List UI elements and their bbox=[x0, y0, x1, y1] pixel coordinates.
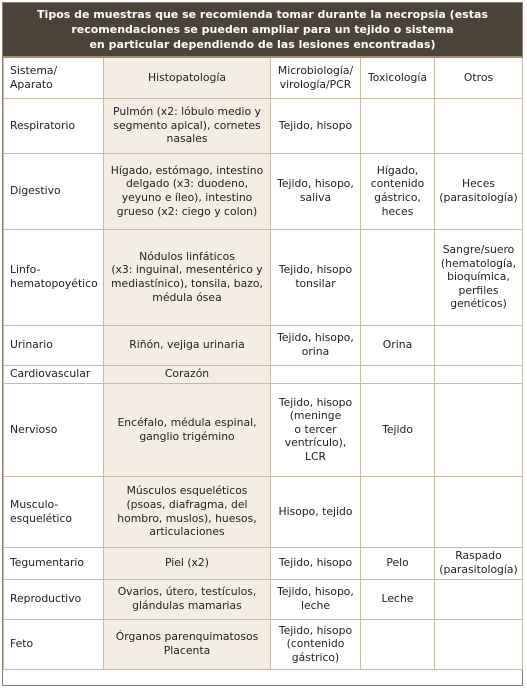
toxicology-cell bbox=[361, 229, 435, 325]
toxicology-cell: Leche bbox=[361, 579, 435, 619]
microbiology-cell: Tejido, hisopo tonsilar bbox=[271, 229, 361, 325]
other-cell bbox=[435, 325, 523, 365]
toxicology-cell: Orina bbox=[361, 325, 435, 365]
other-cell bbox=[435, 476, 523, 547]
histopathology-cell: Hígado, estómago, intestino delgado (x3: duodeno, yeyuno e íleo), intestino grueso (x2: ciego y colon) bbox=[104, 153, 271, 229]
histopathology-cell: Pulmón (x2: lóbulo medio y segmento apical), cornetes nasales bbox=[104, 98, 271, 153]
table-row bbox=[4, 619, 523, 669]
microbiology-cell: Tejido, hisopo, saliva bbox=[271, 153, 361, 229]
microbiology-cell: Hisopo, tejido bbox=[271, 476, 361, 547]
toxicology-cell bbox=[361, 365, 435, 383]
other-cell bbox=[435, 383, 523, 476]
system-cell: Reproductivo bbox=[4, 579, 104, 619]
other-cell bbox=[435, 579, 523, 619]
system-cell: Digestivo bbox=[4, 153, 104, 229]
header-other: Otros bbox=[435, 58, 523, 98]
table-row bbox=[4, 579, 523, 619]
table-row bbox=[4, 365, 523, 383]
toxicology-cell bbox=[361, 476, 435, 547]
toxicology-cell bbox=[361, 619, 435, 669]
system-cell: Musculo- esquelético bbox=[4, 476, 104, 547]
toxicology-cell: Pelo bbox=[361, 547, 435, 579]
microbiology-cell: Tejido, hisopo, orina bbox=[271, 325, 361, 365]
histopathology-cell: Riñón, vejiga urinaria bbox=[104, 325, 271, 365]
table-row bbox=[4, 383, 523, 476]
toxicology-cell bbox=[361, 98, 435, 153]
necropsy-sample-table bbox=[2, 2, 523, 686]
table-row bbox=[4, 98, 523, 153]
table-row bbox=[4, 476, 523, 547]
system-cell: Tegumentario bbox=[4, 547, 104, 579]
system-cell: Nervioso bbox=[4, 383, 104, 476]
system-cell: Respiratorio bbox=[4, 98, 104, 153]
microbiology-cell: Tejido, hisopo (meninge o tercer ventrículo), LCR bbox=[271, 383, 361, 476]
histopathology-cell: Encéfalo, médula espinal, ganglio trigémino bbox=[104, 383, 271, 476]
header-row bbox=[4, 58, 523, 98]
other-cell: Sangre/suero (hematología, bioquímica, perfiles genéticos) bbox=[435, 229, 523, 325]
histopathology-cell: Órganos parenquimatosos Placenta bbox=[104, 619, 271, 669]
table-row bbox=[4, 229, 523, 325]
table-row bbox=[4, 153, 523, 229]
microbiology-cell: Tejido, hisopo (contenido gástrico) bbox=[271, 619, 361, 669]
system-cell: Urinario bbox=[4, 325, 104, 365]
histopathology-cell: Músculos esqueléticos (psoas, diafragma, del hombro, muslos), huesos, articulaciones bbox=[104, 476, 271, 547]
other-cell: Raspado (parasitología) bbox=[435, 547, 523, 579]
other-cell bbox=[435, 365, 523, 383]
system-cell: Feto bbox=[4, 619, 104, 669]
system-cell: Cardiovascular bbox=[4, 365, 104, 383]
microbiology-cell: Tejido, hisopo bbox=[271, 547, 361, 579]
title-line: recomendaciones se pueden ampliar para un tejido o sistema bbox=[71, 23, 454, 36]
header-system: Sistema/ Aparato bbox=[4, 58, 104, 98]
other-cell: Heces (parasitología) bbox=[435, 153, 523, 229]
table-row bbox=[4, 547, 523, 579]
table-title bbox=[3, 3, 522, 58]
title-line: Tipos de muestras que se recomienda tomar durante la necropsia (estas bbox=[37, 8, 488, 21]
toxicology-cell: Tejido bbox=[361, 383, 435, 476]
microbiology-cell bbox=[271, 365, 361, 383]
header-microbiology: Microbiología/ virología/PCR bbox=[271, 58, 361, 98]
other-cell bbox=[435, 619, 523, 669]
other-cell bbox=[435, 98, 523, 153]
header-toxicology: Toxicología bbox=[361, 58, 435, 98]
microbiology-cell: Tejido, hisopo bbox=[271, 98, 361, 153]
microbiology-cell: Tejido, hisopo, leche bbox=[271, 579, 361, 619]
histopathology-cell: Nódulos linfáticos (x3: inguinal, mesentérico y mediastínico), tonsila, bazo, médula ósea bbox=[104, 229, 271, 325]
table-row bbox=[4, 325, 523, 365]
toxicology-cell: Hígado, contenido gástrico, heces bbox=[361, 153, 435, 229]
title-line: en particular dependiendo de las lesiones encontradas) bbox=[89, 38, 436, 51]
histopathology-cell: Ovarios, útero, testículos, glándulas mamarias bbox=[104, 579, 271, 619]
system-cell: Linfo- hematopoyético bbox=[4, 229, 104, 325]
histopathology-cell: Corazón bbox=[104, 365, 271, 383]
histopathology-cell: Piel (x2) bbox=[104, 547, 271, 579]
header-histopathology: Histopatología bbox=[104, 58, 271, 98]
samples-table bbox=[3, 58, 523, 670]
